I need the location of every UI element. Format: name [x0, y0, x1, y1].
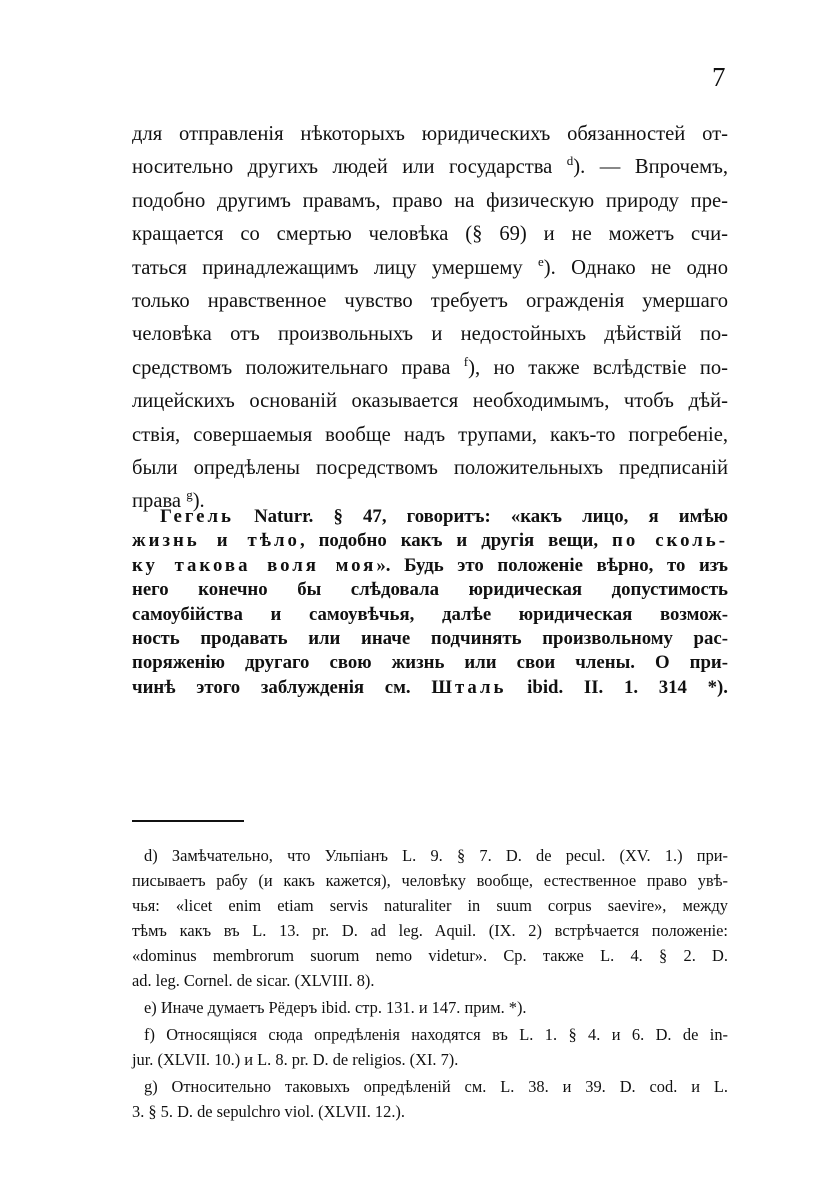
- text-line: кращается со смертью человѣка (§ 69) и не можетъ счи-: [132, 223, 728, 246]
- footnote-line: писываетъ рабу (и какъ кажется), человѣку вообще, естественное право увѣ-: [132, 871, 728, 890]
- text-line: средствомъ положительнаго права $^f$), но также вслѣдствіе по-: [132, 353, 728, 379]
- note-line: него конечно бы слѣдовала юридическая допустимость: [132, 579, 728, 601]
- footnote-ref-g: g: [186, 487, 193, 503]
- text-line: человѣка отъ произвольныхъ и недостойныхъ дѣйствій по-: [132, 323, 728, 346]
- hegel-note-paragraph: [132, 505, 728, 700]
- footnote-ref-f: f: [463, 353, 469, 369]
- note-line: самоубійства и самоувѣчья, далѣе юридическая возмож-: [132, 603, 728, 625]
- text-line: носительно другихъ людей или государства $^d$). — Впрочемъ,: [132, 153, 729, 179]
- text-line: ствія, совершаемыя вообще надъ трупами, какъ-то погребеніе,: [132, 423, 728, 446]
- footnote-line: f) Относящіяся сюда опредѣленія находятся въ L. 1. § 4. и 6. D. de in-: [144, 1025, 728, 1044]
- footnote-ref-d: d: [566, 153, 574, 169]
- footnote-line: g) Относительно таковыхъ опредѣленій см. L. 38. и 39. D. cod. и L.: [144, 1077, 728, 1096]
- footnote-line: d) Замѣчательно, что Ульпіанъ L. 9. § 7. D. de pecul. (XV. 1.) при-: [144, 846, 728, 865]
- footnote-line: тѣмъ какъ въ L. 13. pr. D. ad leg. Aquil. (IX. 2) встрѣчается положеніе:: [132, 921, 728, 940]
- footnote-line: e) Иначе думаетъ Рёдеръ ibid. стр. 131. и 147. прим. *).: [144, 998, 527, 1017]
- footnote-d: [132, 843, 728, 993]
- text-line: таться принадлежащимъ лицу умершему $^e$). Однако не одно: [132, 253, 729, 279]
- footnote-line: jur. (XLVII. 10.) и L. 8. pr. D. de religios. (XI. 7).: [132, 1050, 459, 1069]
- text-line: только нравственное чувство требуетъ огражденія умершаго: [132, 290, 728, 313]
- text-line: для отправленія нѣкоторыхъ юридическихъ обязанностей от-: [132, 123, 728, 145]
- text-line: подобно другимъ правамъ, право на физическую природу пре-: [132, 189, 728, 212]
- footnote-g: [132, 1074, 728, 1124]
- note-line: Гегель Naturr. § 47, говоритъ: «какъ лицо, я имѣю: [160, 506, 728, 527]
- text-line: были опредѣлены посредствомъ положительныхъ предписаній: [132, 457, 728, 480]
- note-line: ку такова воля моя». Будь это положеніе вѣрно, то изъ: [132, 554, 728, 576]
- footnote-e: [132, 995, 728, 1020]
- footnote-line: «dominus membrorum suorum nemo videtur». Ср. также L. 4. § 2. D.: [132, 946, 728, 965]
- footnote-line: 3. § 5. D. de sepulchro viol. (XLVII. 12.).: [132, 1102, 405, 1121]
- note-line: поряженію другаго свою жизнь или свои члены. О при-: [132, 652, 728, 674]
- footnote-ref-e: e: [538, 253, 544, 269]
- text-line: лицейскихъ основаній оказывается необходимымъ, чтобъ дѣй-: [132, 390, 728, 413]
- footnote-separator: [132, 820, 244, 822]
- note-line: жизнь и тѣло, подобно какъ и другія вещи, по сколь-: [132, 530, 728, 552]
- footnote-line: ad. leg. Cornel. de sicar. (XLVIII. 8).: [132, 971, 375, 990]
- note-line: чинѣ этого заблужденія см. Шталь ibid. II. 1. 314 *).: [132, 676, 728, 698]
- main-paragraph: [132, 118, 728, 519]
- footnote-f: [132, 1022, 728, 1072]
- text-line: права $^g$).: [132, 487, 205, 513]
- footnotes: [132, 843, 728, 1126]
- note-line: ность продавать или иначе подчинять произвольному рас-: [132, 628, 728, 650]
- footnote-line: чья: «licet enim etiam servis naturaliter in suum corpus saevire», между: [132, 896, 728, 915]
- page-number: 7: [712, 62, 726, 92]
